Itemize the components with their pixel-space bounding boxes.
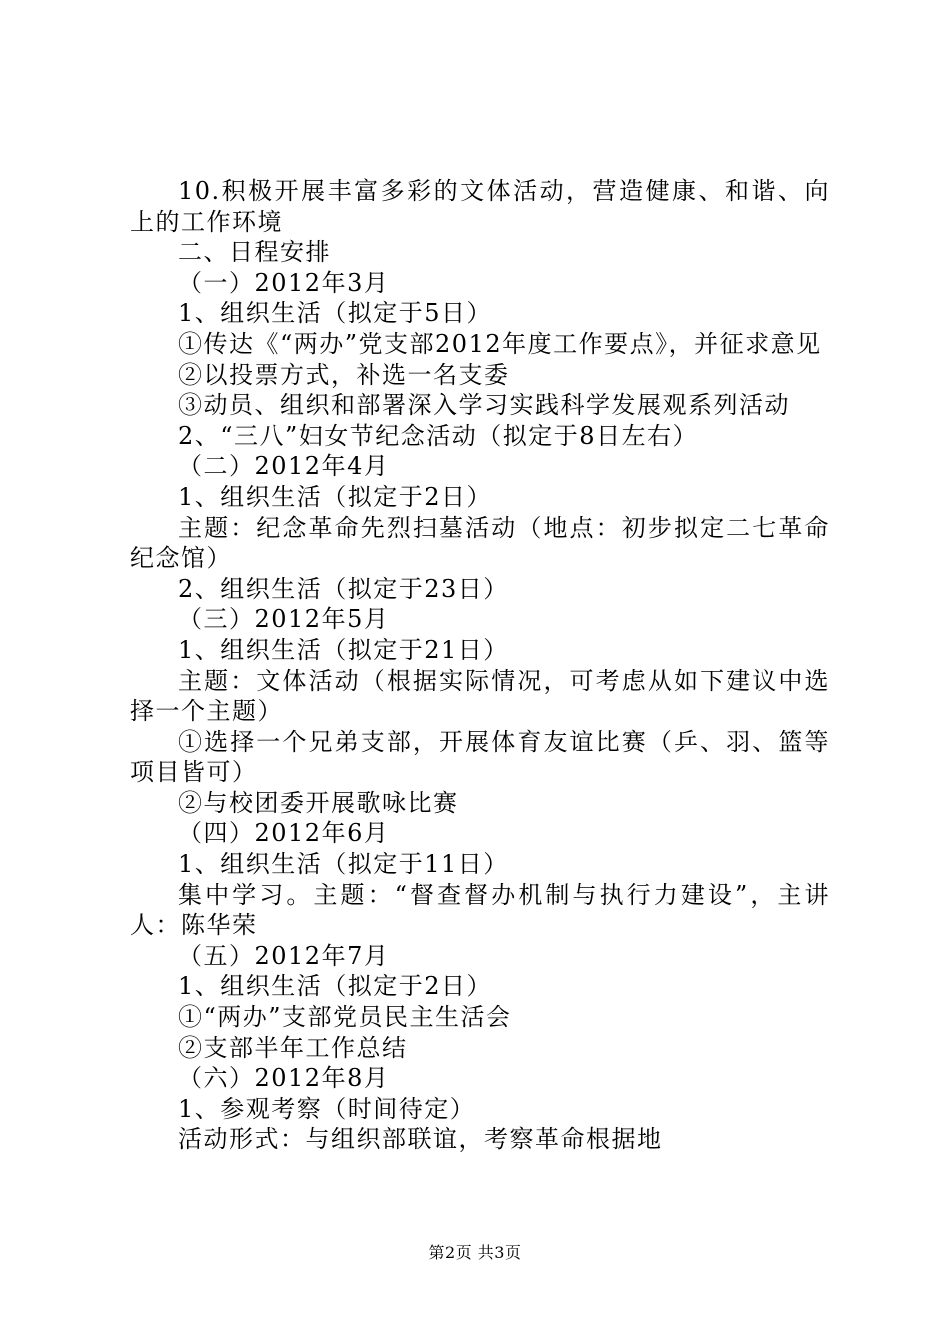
section-heading-schedule: 二、日程安排 [178, 238, 331, 267]
list-item: 1、组织生活（拟定于2日） [178, 482, 493, 511]
list-item: ③动员、组织和部署深入学习实践科学发展观系列活动 [178, 391, 790, 420]
document-body [130, 176, 830, 1155]
month-heading-may: （三）2012年5月 [178, 605, 390, 634]
page-footer [0, 1243, 950, 1263]
month-heading-march: （一）2012年3月 [178, 268, 390, 297]
list-item: 1、参观考察（时间待定） [178, 1094, 476, 1123]
list-item: 1、组织生活（拟定于2日） [178, 972, 493, 1001]
list-item: ②以投票方式，补选一名支委 [178, 360, 510, 389]
list-item: ①传达《“两办”党支部2012年度工作要点》，并征求意见 [178, 329, 822, 358]
month-heading-june: （四）2012年6月 [178, 819, 390, 848]
list-item: 主题：纪念革命先烈扫墓活动（地点：初步拟定二七革命纪念馆） [130, 513, 830, 573]
paragraph-item-10: 10.积极开展丰富多彩的文体活动，营造健康、和谐、向上的工作环境 [130, 177, 830, 236]
month-heading-august: （六）2012年8月 [178, 1064, 390, 1093]
page-indicator: 第2页 共3页 [428, 1243, 522, 1262]
list-item: 活动形式：与组织部联谊，考察革命根据地 [178, 1125, 663, 1154]
list-item: 1、组织生活（拟定于21日） [178, 635, 509, 664]
month-heading-july: （五）2012年7月 [178, 941, 390, 970]
list-item: 1、组织生活（拟定于11日） [178, 850, 509, 879]
list-item: 主题：文体活动（根据实际情况，可考虑从如下建议中选择一个主题） [130, 666, 830, 726]
list-item: 2、组织生活（拟定于23日） [178, 574, 509, 603]
list-item: 2、“三八”妇女节纪念活动（拟定于8日左右） [178, 421, 699, 450]
list-item: 集中学习。主题：“督查督办机制与执行力建设”，主讲人：陈华荣 [130, 880, 830, 940]
list-item: ①“两办”支部党员民主生活会 [178, 1003, 512, 1032]
list-item: 1、组织生活（拟定于5日） [178, 299, 493, 328]
list-item: ②支部半年工作总结 [178, 1033, 408, 1062]
list-item: ②与校团委开展歌咏比赛 [178, 788, 459, 817]
list-item: ①选择一个兄弟支部，开展体育友谊比赛（乒、羽、篮等项目皆可） [130, 727, 830, 787]
month-heading-april: （二）2012年4月 [178, 452, 390, 481]
